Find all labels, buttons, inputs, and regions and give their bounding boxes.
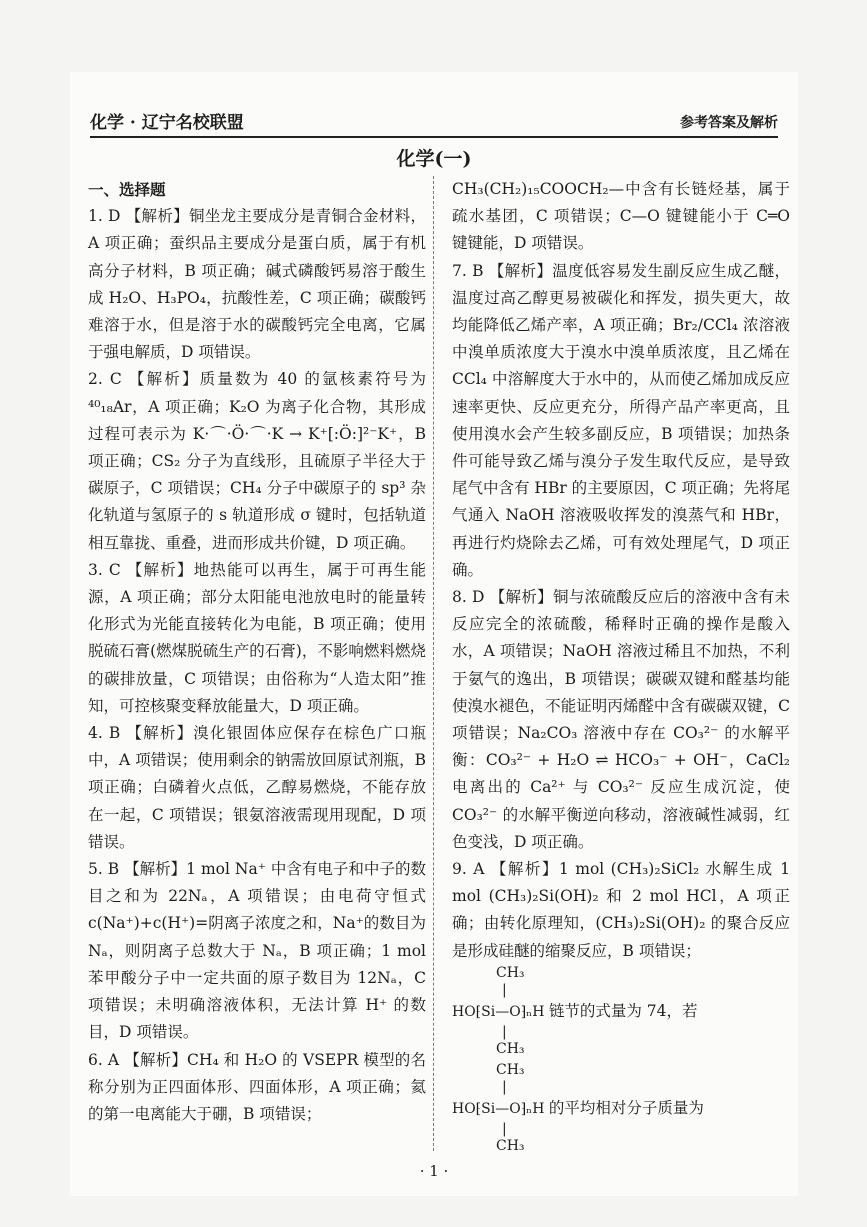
answer-q4: 4. B 【解析】溴化银固体应保存在棕色广口瓶中，A 项错误；使用剩余的钠需放回原试剂瓶，B 项正确；白磷着火点低，乙醇易燃烧，不能存放在一起，C 项错误；银氨溶液需现用现配，D 项错误。 (88, 724, 426, 851)
answer-q6: 6. A 【解析】CH₄ 和 H₂O 的 VSEPR 模型的名称分别为正四面体形、四面体形，A 项正确；氦的第一电离能大于硼，B 项错误； (88, 1050, 426, 1123)
structure1-row (452, 999, 790, 1024)
structure2-caption: 的平均相对分子质量为 (548, 1098, 704, 1117)
page-title: 化学(一) (396, 148, 472, 170)
structure1-bond-lower: | (502, 1023, 507, 1040)
section-heading: 一、选择题 (88, 180, 166, 199)
structure1-top-methyl: CH₃ (496, 964, 525, 981)
structure1-formula: HO⁅Si—O⁆ₙH (452, 1003, 545, 1020)
page-number: · 1 · (419, 1162, 449, 1180)
siloxane-structure-1 (452, 965, 790, 1058)
structure2-bottom-methyl: CH₃ (496, 1137, 525, 1154)
structure2-bond-lower: | (502, 1120, 507, 1137)
answer-q5: 5. B 【解析】1 mol Na⁺ 中含有电子和中子的数目之和为 22Nₐ，A 项错误；由电荷守恒式 c(Na⁺)+c(H⁺)=阴离子浓度之和，Na⁺的数目为 Nₐ，则阴离子总数大于 Nₐ，B 项正确；1 mol 苯甲酸分子中一定共面的原子数目为 12Nₐ，C 项错误；未明确溶液体积，无法计算 H⁺ 的数目，D 项错误。 (88, 860, 426, 1042)
structure2-row (452, 1096, 790, 1121)
page-header (90, 92, 778, 138)
right-column (452, 176, 790, 1155)
siloxane-structure-2 (452, 1062, 790, 1155)
structure2-formula: HO⁅Si—O⁆ₙH (452, 1100, 545, 1117)
answer-q8: 8. D 【解析】铜与浓硫酸反应后的溶液中含有未反应完全的浓硫酸，稀释时正确的操作是酸入水，A 项错误；NaOH 溶液过稀且不加热，不利于氨气的逸出，B 项错误；碳碳双键和醛基均能使溴水褪色，不能证明丙烯醛中含有碳碳双键，C 项错误；Na₂CO₃ 溶液中存在 CO₃²⁻ 的水解平衡：CO₃²⁻ + H₂O ⇌ HCO₃⁻ + OH⁻，CaCl₂ 电离出的 Ca²⁺ 与 CO₃²⁻ 反应生成沉淀，使 CO₃²⁻ 的水解平衡逆向移动，溶液碱性减弱，红色变浅，D 项正确。 (452, 588, 790, 851)
answer-q9: 9. A 【解析】1 mol (CH₃)₂SiCl₂ 水解生成 1 mol (CH₃)₂Si(OH)₂ 和 2 mol HCl，A 项正确；由转化原理知，(CH₃)₂Si(OH)₂ 的聚合反应是形成硅醚的缩聚反应，B 项错误； (452, 860, 790, 960)
header-section: 参考答案及解析 (680, 115, 778, 131)
answer-q3: 3. C 【解析】地热能可以再生，属于可再生能源，A 项正确；部分太阳能电池放电时的能量转化形式为光能直接转化为电能，B 项正确；使用脱硫石膏(燃煤脱硫生产的石膏)，不影响燃料燃烧的碳排放量，C 项错误；由俗称为“人造太阳”推知，可控核聚变释放能量大，D 项正确。 (88, 560, 426, 715)
column-divider (433, 176, 434, 1151)
structure1-bond: | (502, 981, 507, 998)
answer-q7: 7. B 【解析】温度低容易发生副反应生成乙醚，温度过高乙醇更易被碳化和挥发，损失更大，故均能降低乙烯产率，A 项正确；Br₂/CCl₄ 浓溶液中溴单质浓度大于溴水中溴单质浓度，且乙烯在 CCl₄ 中溶解度大于水中的，从而使乙烯加成反应速率更快、反应更充分，所得产品产率更高，且使用溴水会产生较多副反应，B 项错误；加热条件可能导致乙烯与溴分子发生取代反应，是导致尾气中含有 HBr 的主要原因，C 项正确；先将尾气通入 NaOH 溶液吸收挥发的溴蒸气和 HBr，再进行灼烧除去乙烯，可有效处理尾气，D 项正确。 (452, 261, 790, 579)
structure1-bottom-methyl: CH₃ (496, 1040, 525, 1057)
answer-q2: 2. C 【解析】质量数为 40 的氩核素符号为 ⁴⁰₁₈Ar，A 项正确；K₂O 为离子化合物，其形成过程可表示为 K·⌒·Ö·⌒·K → K⁺[:Ö:]²⁻K⁺，B 项正确；CS₂ 分子为直线形，且硫原子半径大于碳原子，C 项错误；CH₄ 分子中碳原子的 sp³ 杂化轨道与氢原子的 s 轨道形成 σ 键时，包括轨道相互靠拢、重叠，进而形成共价键，D 项正确。 (88, 370, 426, 552)
structure2-top-methyl: CH₃ (496, 1061, 525, 1078)
structure2-bond: | (502, 1078, 507, 1095)
answer-q6-continued: CH₃(CH₂)₁₅COOCH₂—中含有长链烃基，属于疏水基团，C 项错误；C—O 键键能小于 C═O 键键能，D 项错误。 (452, 180, 790, 253)
left-column (88, 176, 426, 1128)
header-subject: 化学 · 辽宁名校联盟 (90, 113, 244, 133)
structure1-caption: 链节的式量为 74，若 (548, 1001, 698, 1020)
answer-sheet-page (70, 72, 798, 1196)
answer-q1: 1. D 【解析】铜坐龙主要成分是青铜合金材料，A 项正确；蚕织品主要成分是蛋白质，属于有机高分子材料，B 项正确；碱式磷酸钙易溶于酸生成 H₂O、H₃PO₄，抗酸性差，C 项正确；碳酸钙难溶于水，但是溶于水的碳酸钙完全电离，它属于强电解质，D 项错误。 (88, 207, 426, 362)
